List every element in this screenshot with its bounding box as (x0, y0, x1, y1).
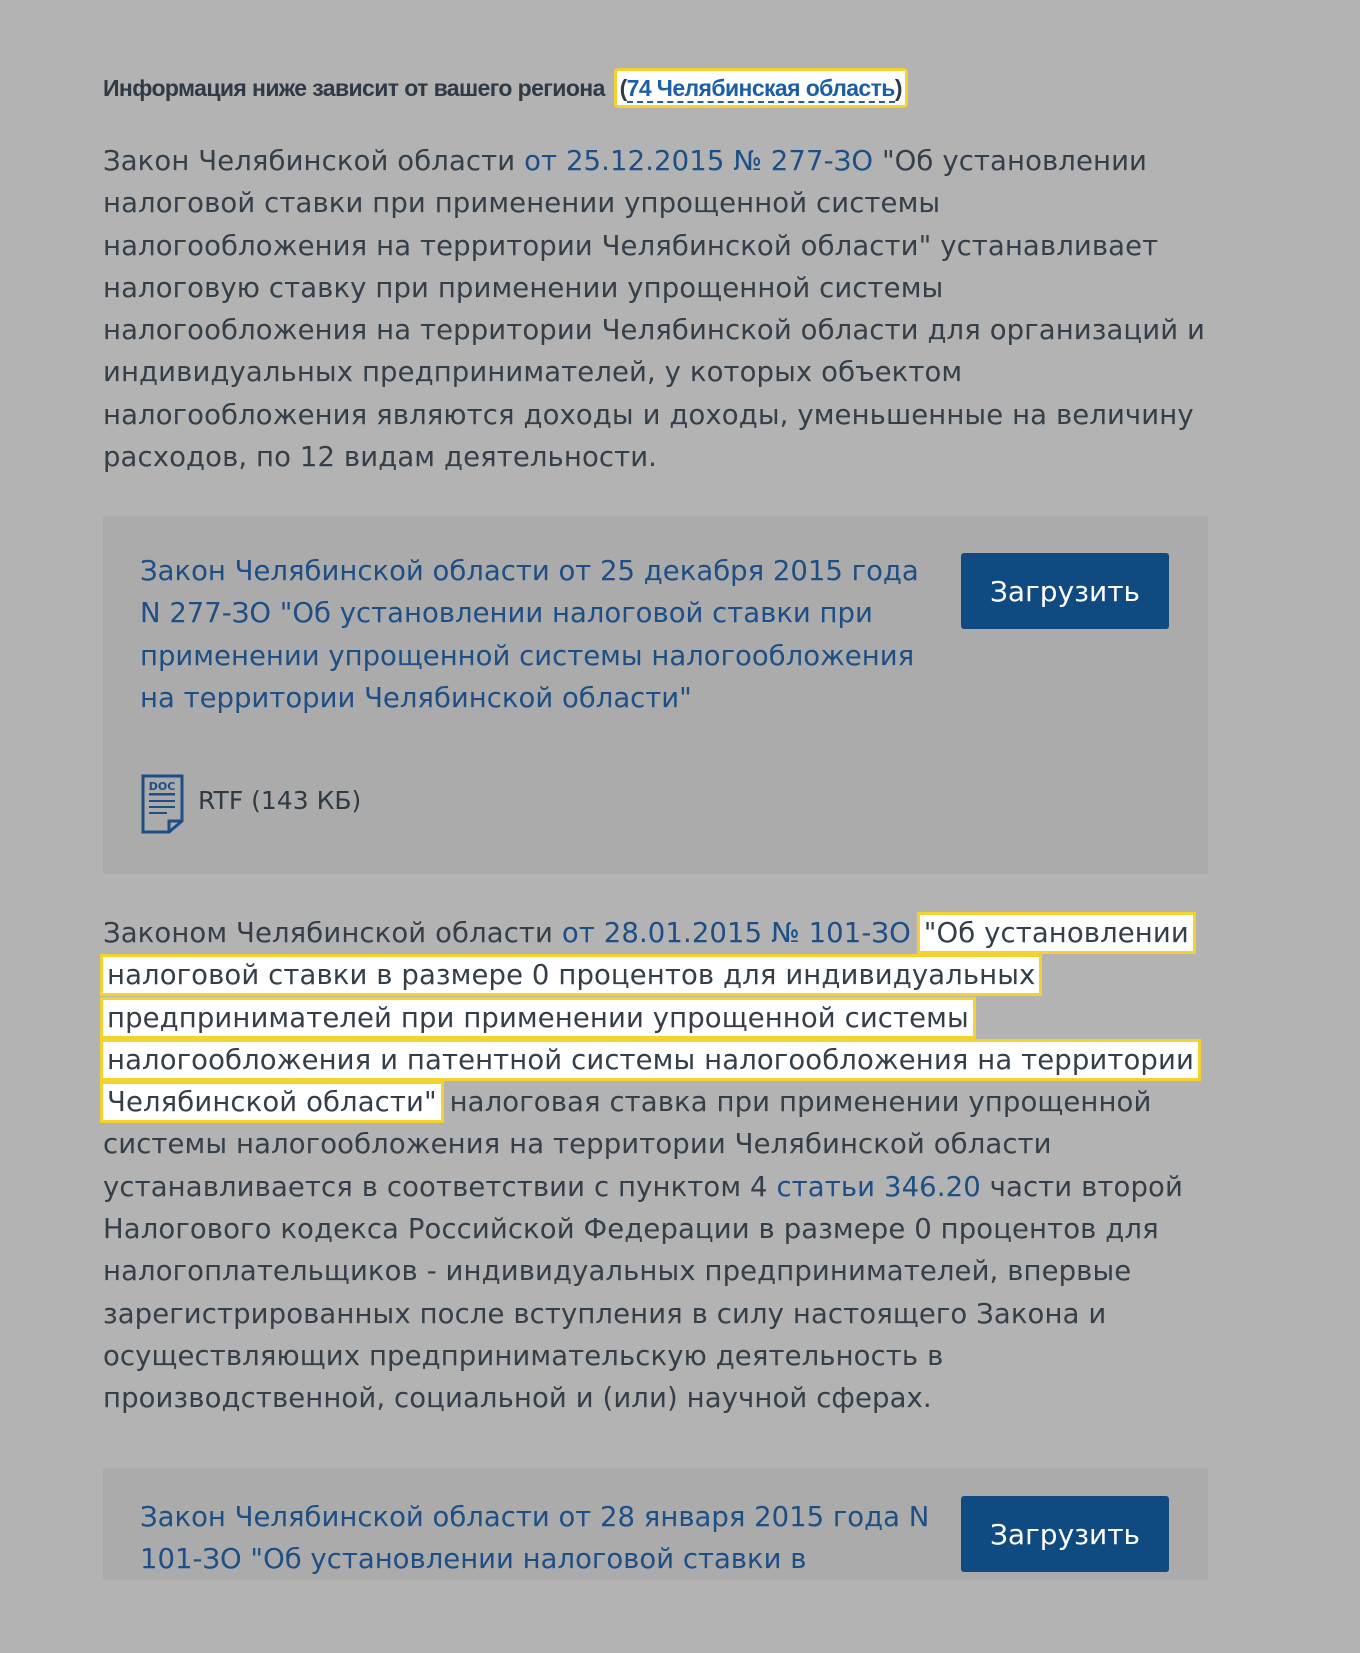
law-description-paragraph-2 (103, 912, 1213, 1420)
region-selector-highlight[interactable] (614, 68, 908, 108)
paragraph1-text-before: Закон Челябинской области (103, 145, 516, 177)
paragraph2-text-middle: налоговая ставка при применении упрощенной системы налогообложения на территории Челябинской области устанавливается в соответствии с пунктом 4 (103, 1086, 1152, 1203)
file-info-1 (140, 773, 361, 835)
download-button-1[interactable]: Загрузить (961, 553, 1169, 629)
file-meta-1: RTF (143 КБ) (198, 785, 362, 815)
doc-file-icon-label: DOC (148, 780, 176, 793)
region-notice-text: Информация ниже зависит от вашего региона (103, 75, 605, 101)
region-close-paren: ) (894, 75, 902, 101)
region-link[interactable]: 74 Челябинская область (626, 75, 895, 101)
document-1-title-link[interactable]: Закон Челябинской области от 25 декабря 2015 года N 277-ЗО "Об установлении налоговой ставки при применении упрощенной системы налогообложения на территории Челябинской области" (140, 555, 919, 714)
law-277-link[interactable]: от 25.12.2015 № 277-ЗО (524, 145, 874, 177)
region-open-paren: ( (619, 75, 627, 101)
download-button-2[interactable]: Загрузить (961, 1496, 1169, 1572)
paragraph1-text-after: "Об установлении налоговой ставки при применении упрощенной системы налогообложения на территории Челябинской области" устанавливает налоговую ставку при применении упрощенной системы налогообложения на территории Челябинской области для организаций и индивидуальных предпринимателей, у которых объектом налогообложения являются доходы и доходы, уменьшенные на величину расходов, по 12 видам деятельности. (103, 145, 1205, 474)
article-346-20-link[interactable]: статьи 346.20 (776, 1170, 981, 1203)
law-description-paragraph-1 (103, 140, 1213, 478)
region-notice (103, 68, 908, 108)
document-2-title-link[interactable]: Закон Челябинской области от 28 января 2015 года N 101-ЗО "Об установлении налоговой ставки в (140, 1501, 930, 1576)
paragraph2-text-after: части второй Налогового кодекса Российской Федерации в размере 0 процентов для налогоплательщиков - индивидуальных предпринимателей, впервые зарегистрированных после вступления в силу настоящего Закона и осуществляющих предпринимательскую деятельность в производственной, социальной и (или) научной сферах. (103, 1170, 1183, 1415)
law-101-link[interactable]: от 28.01.2015 № 101-ЗО (561, 917, 911, 949)
document-card-1 (103, 516, 1208, 874)
law-101-title-highlight: "Об установлении налоговой ставки в размере 0 процентов для индивидуальных предпринимателей при применении упрощенной системы налогообложения и патентной системы налогообложения на территории Челябинской области" (103, 915, 1198, 1120)
paragraph2-text-before: Законом Челябинской области (103, 917, 554, 949)
doc-file-icon[interactable] (140, 773, 188, 835)
document-card-2 (103, 1468, 1208, 1580)
